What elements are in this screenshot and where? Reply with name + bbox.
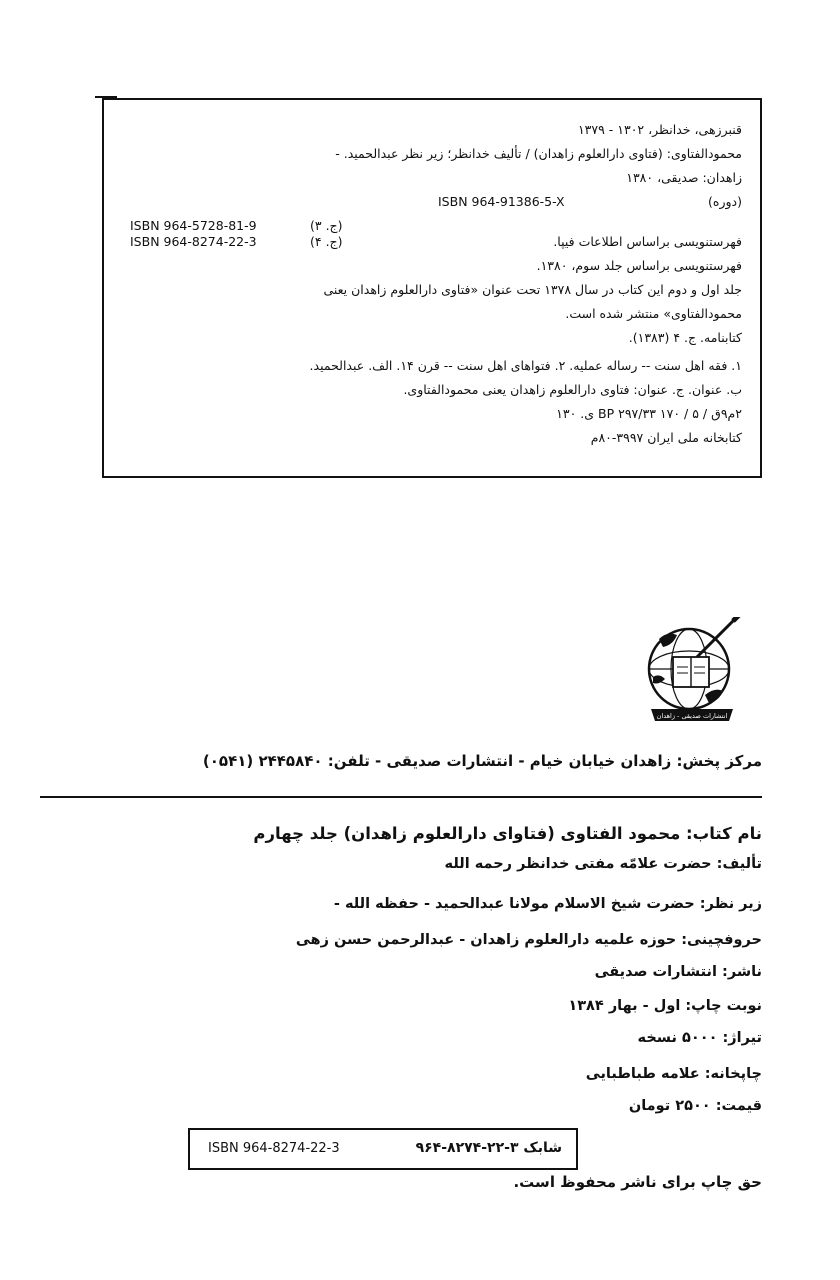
publisher-logo-icon (637, 617, 749, 729)
book-printer: چاپخانه: علامه طباطبایی (585, 1066, 762, 1082)
divider-line (40, 796, 762, 798)
cip-history-note: جلد اول و دوم این کتاب در سال ۱۳۷۸ تحت عنوان «فتاوی دارالعلوم زاهدان یعنی (323, 282, 742, 297)
distribution-center: مرکز پخش: زاهدان خیابان خیام - انتشارات صدیقی - تلفن: ۲۴۴۵۸۴۰ (۰۵۴۱) (202, 752, 762, 770)
cip-titles: ب. عنوان. ج. عنوان: فتاوی دارالعلوم زاهدان یعنی محمودالفتاوی. (403, 382, 742, 397)
cip-isbn-v4-label: (ج. ۴) (310, 234, 343, 249)
book-publisher: ناشر: انتشارات صدیقی (594, 964, 762, 980)
cip-isbn-set-label: (دوره) (708, 194, 742, 209)
book-price: قیمت: ۲۵۰۰ تومان (628, 1098, 762, 1114)
cip-isbn-v4: ISBN 964-8274-22-3 (130, 234, 257, 249)
cip-library: کتابخانه ملی ایران ۳۹۹۷-۸۰م (590, 430, 742, 445)
book-title: نام کتاب: محمود الفتاوی (فتاوای دارالعلوم زاهدان) جلد چهارم (253, 824, 762, 843)
logo-caption: انتشارات صدیقی - زاهدان (656, 712, 728, 720)
cip-history-note-cont: محمودالفتاوی» منتشر شده است. (565, 306, 742, 321)
cip-basis-note: فهرستنویسی براساس جلد سوم، ۱۳۸۰. (536, 258, 742, 273)
isbn-box (188, 1128, 578, 1170)
book-author: تألیف: حضرت علامّه مفتی خدانظر رحمه الله (444, 856, 762, 872)
book-edition: نوبت چاپ: اول - بهار ۱۳۸۴ (568, 998, 762, 1014)
copyright-notice: حق چاپ برای ناشر محفوظ است. (513, 1173, 762, 1191)
cataloguing-box (102, 98, 762, 478)
book-typesetting: حروفچینی: حوزه علمیه دارالعلوم زاهدان - عبدالرحمن حسن زهی (295, 932, 762, 948)
cip-imprint-line: زاهدان: صدیقی، ۱۳۸۰ (626, 170, 742, 185)
cip-author-line: قنبرزهی، خدانظر، ۱۳۰۲ - ۱۳۷۹ (577, 122, 742, 137)
cip-classification: ۲م۹ق / ۵ / ۱۷۰ BP ۲۹۷/۳۳ ی. ۱۳۰ (556, 406, 742, 421)
isbn-number: ISBN 964-8274-22-3 (208, 1141, 340, 1156)
cip-bibliography: کتابنامه. ج. ۴ (۱۳۸۳). (628, 330, 742, 345)
cip-title-line: محمودالفتاوی: (فتاوی دارالعلوم زاهدان) / تألیف خدانظر؛ زیر نظر عبدالحمید. - (335, 146, 742, 161)
book-print-run: تیراژ: ۵۰۰۰ نسخه (637, 1030, 762, 1046)
cip-isbn-set: ISBN 964-91386-5-X (438, 194, 565, 209)
book-supervisor: زیر نظر: حضرت شیخ الاسلام مولانا عبدالحمید - حفظه الله - (333, 896, 762, 912)
cip-isbn-v3-label: (ج. ۳) (310, 218, 343, 233)
cip-isbn-v3: ISBN 964-5728-81-9 (130, 218, 257, 233)
shabak-number: شابک ۳-۲۲-۸۲۷۴-۹۶۴ (415, 1140, 562, 1156)
cip-fipa-note: فهرستنویسی براساس اطلاعات فیپا. (553, 234, 742, 249)
cip-subjects: ۱. فقه اهل سنت -- رساله عملیه. ۲. فتواهای اهل سنت -- قرن ۱۴. الف. عبدالحمید. (309, 358, 742, 373)
